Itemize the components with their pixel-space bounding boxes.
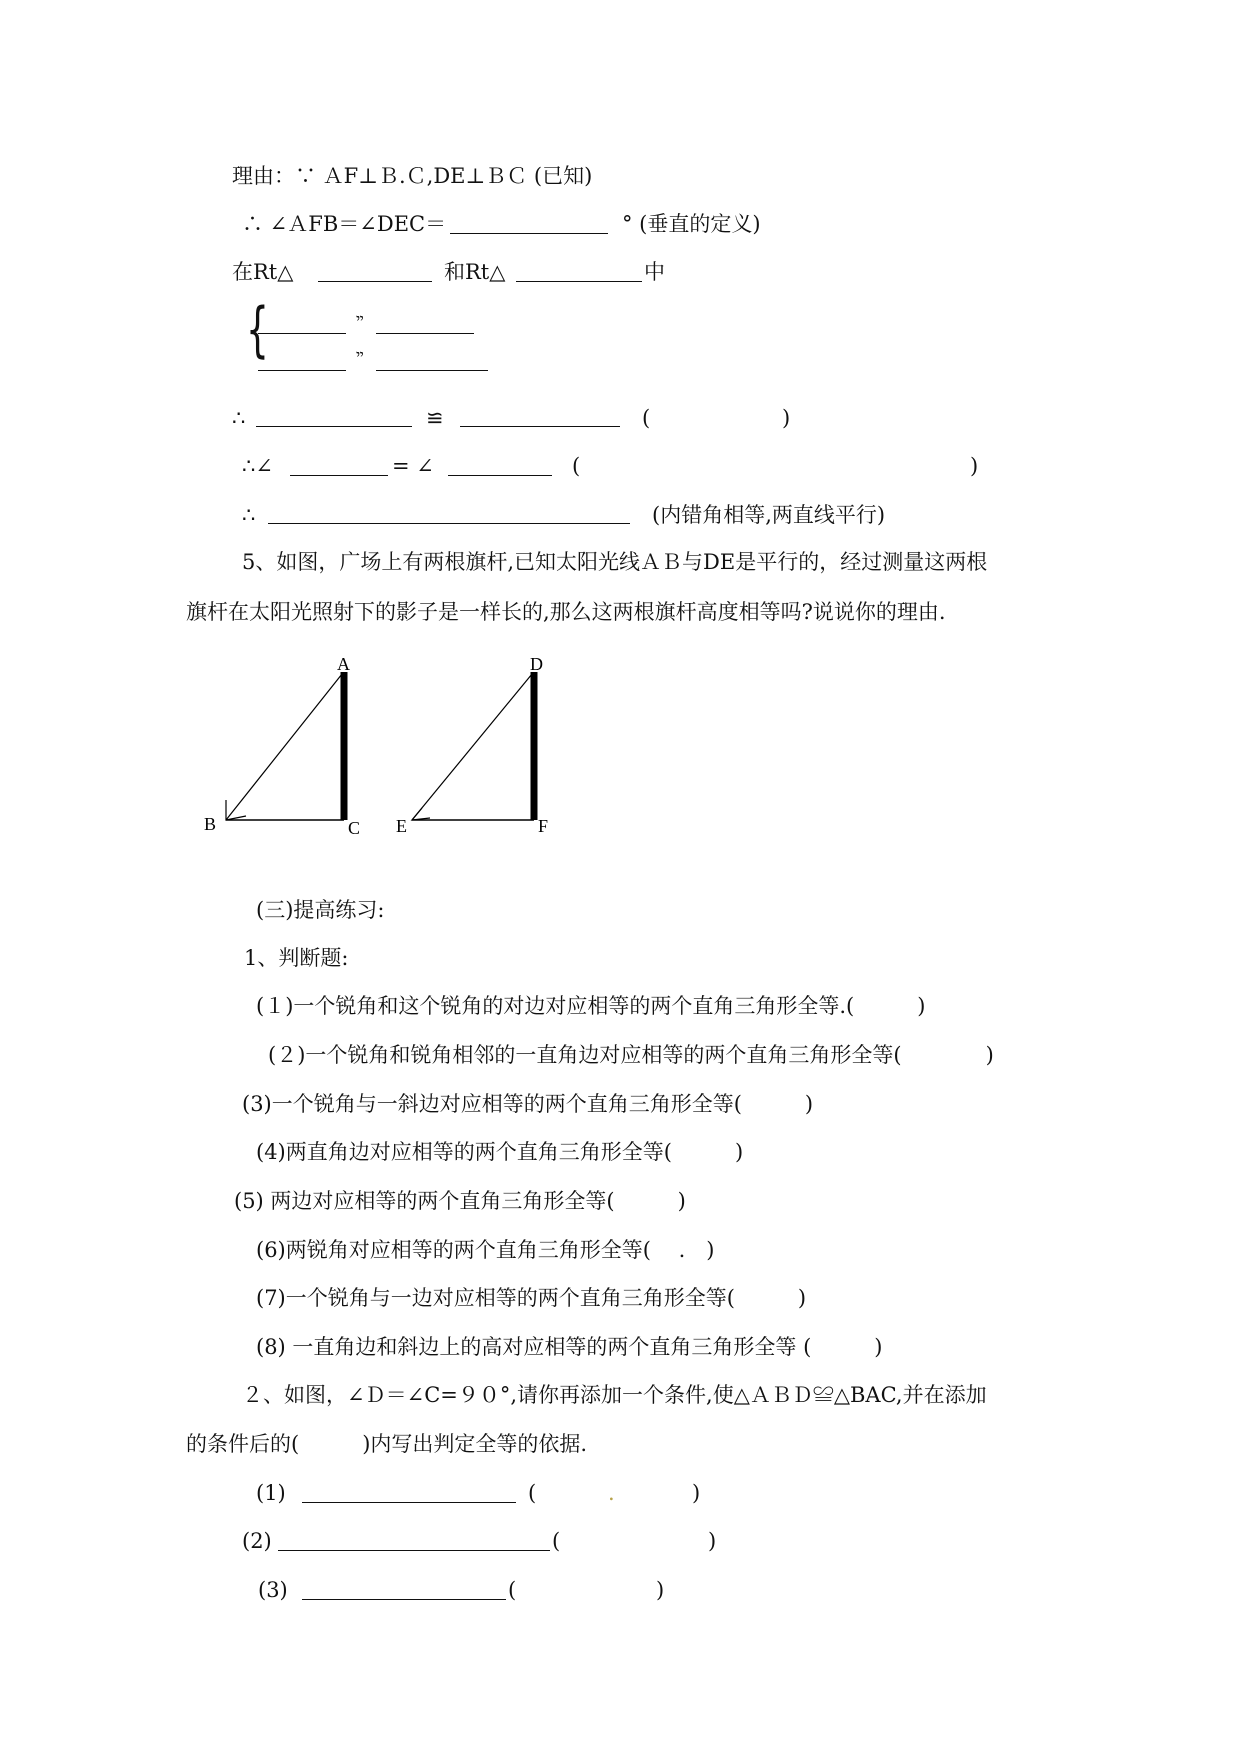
therefore-symbol-1: ∴ [232,406,246,430]
answer-1-num: (1) [256,1481,286,1505]
condition-mark-1: ײ [356,310,364,329]
judge-item-1: (１)一个锐角和这个锐角的对边对应相等的两个直角三角形全等.( ) [256,994,926,1018]
in-rt-label: 在Rt△ [232,260,294,284]
q5-line-1: 5、如图，广场上有两根旗杆,已知太阳光线ＡＢ与DE是平行的，经过测量这两根 [242,550,988,574]
answer-2-blank [278,1550,550,1551]
paren1-open: ( [642,406,651,430]
answer-1-close: ) [692,1481,701,1505]
flagpole-figure [190,640,570,840]
label-f: F [538,816,549,836]
judge-item-2: (２)一个锐角和锐角相邻的一直角边对应相等的两个直角三角形全等( ) [268,1043,994,1067]
sunray-ab [226,674,342,820]
congruent-symbol: ≌ [426,406,444,430]
blank-cond-1b [376,333,474,334]
q5-line-2: 旗杆在太阳光照射下的影子是一样长的,那么这两根旗杆高度相等吗?说说你的理由. [186,600,946,624]
equals-angle: = ∠ [392,454,434,478]
blank-triangle-1 [318,281,432,282]
blank-triangle-2 [516,281,642,282]
blank-angle-right [448,475,552,476]
blank-degree [450,233,608,234]
therefore-symbol-3: ∴ [242,503,256,527]
parallel-reason: (内错角相等,两直线平行) [652,503,886,527]
answer-3-num: (3) [258,1578,288,1602]
paren2-close: ) [970,454,979,478]
paren2-open: ( [572,454,581,478]
answer-1-open: ( [528,1481,537,1505]
blank-cond-2b [376,370,488,371]
section3-heading: (三)提高练习: [256,898,385,922]
judge-item-7: (7)一个锐角与一边对应相等的两个直角三角形全等( ) [256,1286,807,1310]
blank-congruent-left [256,426,412,427]
q2-line-2: 的条件后的( )内写出判定全等的依据. [186,1432,588,1456]
label-d: D [530,654,543,674]
therefore-angle: ∴∠ [242,454,273,478]
sunray-de [412,674,532,820]
blank-parallel [268,523,630,524]
answer-2-open: ( [552,1529,561,1553]
arrow-e [412,808,430,820]
degree-note: ° (垂直的定义) [622,212,761,236]
label-e: E [396,816,407,836]
reason-line: 理由：∵ ＡF⊥Ｂ.Ｃ,DE⊥ＢＣ (已知) [232,164,593,188]
blank-cond-2a [258,370,346,371]
blank-angle-left [290,475,388,476]
q1-title: 1、判断题: [244,946,349,970]
label-b: B [204,814,217,834]
judge-item-3: (3)一个锐角与一斜边对应相等的两个直角三角形全等( ) [242,1092,814,1116]
condition-mark-2: ײ [356,346,364,365]
angles-equal-line: ∴ ∠ＡFB＝∠DEC＝ [242,212,447,236]
judge-item-5: (5) 两边对应相等的两个直角三角形全等( ) [234,1189,686,1213]
answer-3-open: ( [508,1578,517,1602]
zhong-label: 中 [644,260,665,284]
q2-line-1: ２、如图，∠Ｄ＝∠C=９０°,请你再添加一个条件,使△ＡＢＤ≌△BAC,并在添加 [242,1383,987,1407]
answer-3-blank [302,1599,506,1600]
judge-item-6: (6)两锐角对应相等的两个直角三角形全等( . ) [256,1238,715,1262]
left-brace: { [246,295,269,365]
blank-congruent-right [460,426,620,427]
answer-2-num: (2) [242,1529,272,1553]
answer-3-close: ) [656,1578,665,1602]
label-c: C [348,818,361,838]
and-rt-label: 和Rt△ [444,260,506,284]
paren1-close: ) [782,406,791,430]
answer-1-blank [302,1502,516,1503]
blank-cond-1a [258,333,346,334]
answer-2-close: ) [708,1529,717,1553]
judge-item-4: (4)两直角边对应相等的两个直角三角形全等( ) [256,1140,744,1164]
label-a: A [337,654,350,674]
judge-item-8: (8) 一直角边和斜边上的高对应相等的两个直角三角形全等 ( ) [256,1335,883,1359]
answer-1-dot: . [608,1481,615,1505]
